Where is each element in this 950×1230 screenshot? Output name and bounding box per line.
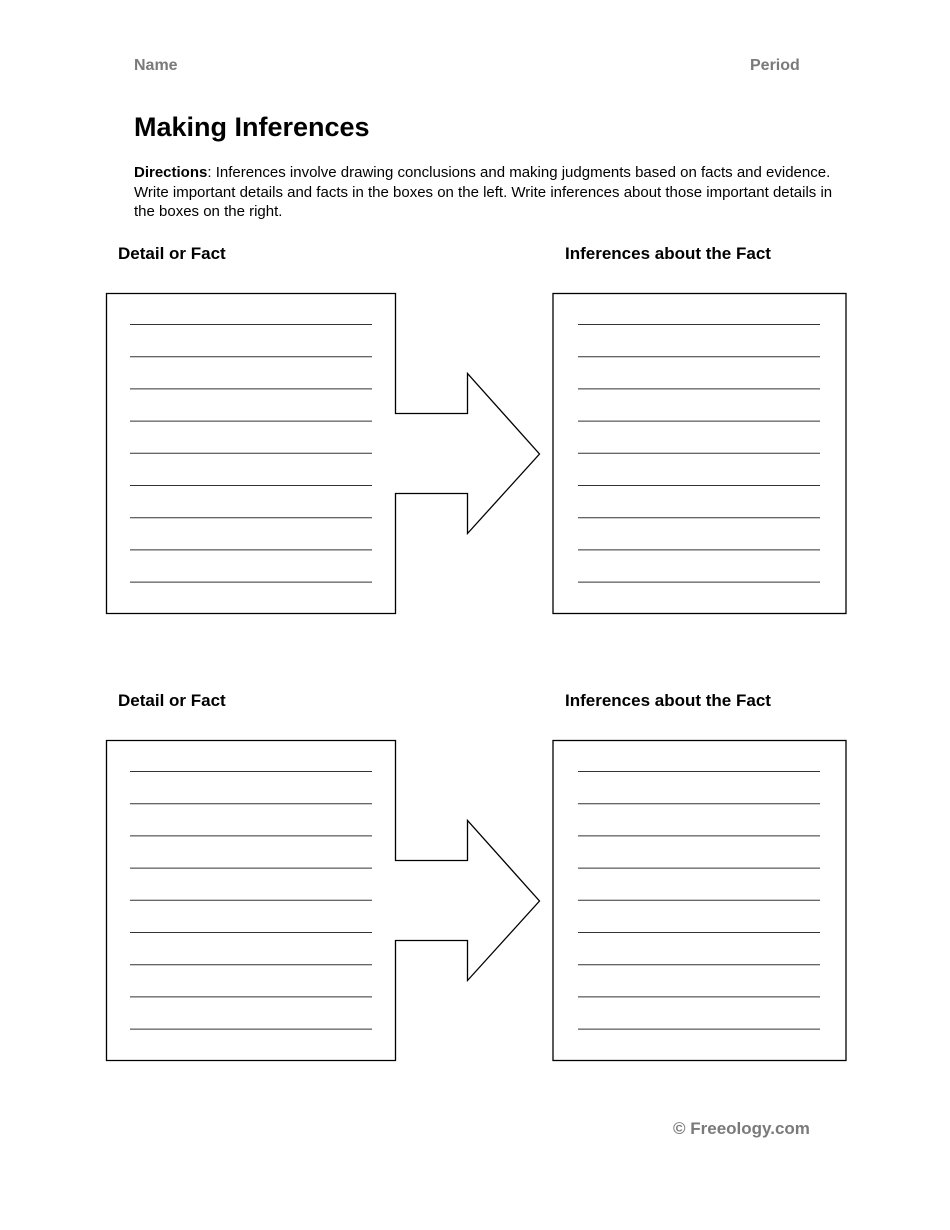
detail-label: Detail or Fact xyxy=(118,244,226,263)
detail-writing-area[interactable] xyxy=(107,741,395,1060)
period-label: Period xyxy=(750,57,800,74)
directions-paragraph xyxy=(134,163,834,222)
page-title: Making Inferences xyxy=(134,112,370,142)
inference-label: Inferences about the Fact xyxy=(565,691,771,710)
inference-writing-area[interactable] xyxy=(554,294,845,613)
detail-label: Detail or Fact xyxy=(118,691,226,710)
inference-section-1 xyxy=(0,240,950,640)
name-label: Name xyxy=(134,57,178,74)
inference-label: Inferences about the Fact xyxy=(565,244,771,263)
directions-label: Directions xyxy=(134,164,208,181)
copyright-footer: © Freeology.com xyxy=(673,1119,810,1138)
inference-writing-area[interactable] xyxy=(554,741,845,1060)
inference-section-2 xyxy=(0,687,950,1087)
detail-writing-area[interactable] xyxy=(107,294,395,613)
directions-text: : Inferences involve drawing conclusions and making judgments based on facts and evidence. Write important details and facts in the boxes on the left. Write inferences about those important details in the boxes on the right. xyxy=(134,164,833,220)
